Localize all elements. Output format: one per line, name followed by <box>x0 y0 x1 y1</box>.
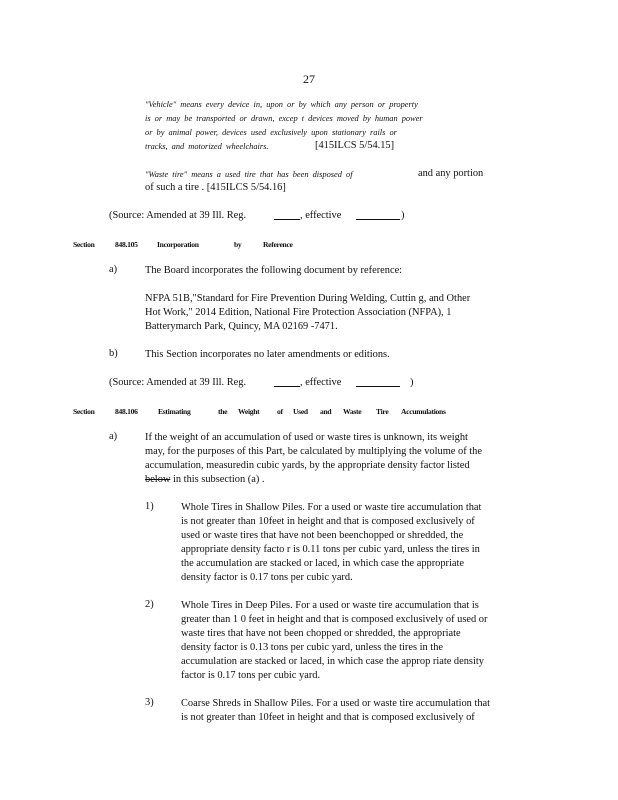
sub-1-line-3: used or waste tires that have not been beenchopped or shredded, the <box>181 530 464 541</box>
section-106-title-8: Tire <box>376 407 389 416</box>
item-106a-struck-word: below <box>145 474 171 485</box>
source-1-effective-blank <box>356 210 400 220</box>
vehicle-line-4: tracks, and motorized wheelchairs. <box>145 142 269 151</box>
source-1-prefix: (Source: Amended at 39 Ill. Reg. <box>109 210 247 221</box>
nfpa-line-2: Hot Work," 2014 Edition, National Fire Protection Association (NFPA), 1 <box>145 307 452 318</box>
section-105-title-1: Incorporation <box>157 240 199 249</box>
sub-1-line-6: density factor is 0.17 tons per cubic yard. <box>181 572 353 583</box>
vehicle-line-3: or by animal power, devices used exclusively upon stationary rails or <box>145 128 397 137</box>
sub-1-line-5: the accumulation are stacked or laced, in which case the appropriate <box>181 558 465 569</box>
sub-2-line-2: greater than 1 0 feet in height and that is composed exclusively of used or <box>181 614 488 625</box>
section-106-title-7: Waste <box>343 407 362 416</box>
nfpa-line-1: NFPA 51B,"Standard for Fire Prevention During Welding, Cuttin g, and Other <box>145 293 471 304</box>
source-1-reg-blank <box>274 210 300 220</box>
sub-2-line-6: factor is 0.17 tons per cubic yard. <box>181 670 321 681</box>
section-106-title-4: of <box>277 407 283 416</box>
sub-1-line-2: is not greater than 10feet in height and that is composed exclusively of <box>181 516 475 527</box>
section-106-heading <box>0 407 618 419</box>
item-106a-label: a) <box>109 431 118 442</box>
sub-2-label: 2) <box>145 599 154 610</box>
item-105a-text: The Board incorporates the following document by reference: <box>145 265 403 276</box>
sub-1-line-4: appropriate density facto r is 0.11 tons per cubic yard, unless the tires in <box>181 544 480 555</box>
source-2-middle: , effective <box>300 377 342 388</box>
item-106a-line-4-rest: in this subsection (a) . <box>170 474 265 485</box>
section-106-word: Section <box>73 407 95 416</box>
vehicle-citation: [415ILCS 5/54.15] <box>315 140 395 151</box>
source-2-effective-blank <box>356 377 400 387</box>
source-1-middle: , effective <box>300 210 342 221</box>
section-105-number: 848.105 <box>115 240 138 249</box>
section-105-heading <box>0 240 618 252</box>
section-106-title-5: Used <box>293 407 308 416</box>
page-number: 27 <box>303 72 315 86</box>
section-105-title-3: Reference <box>263 240 293 249</box>
section-106-title-9: Accumulations <box>401 407 446 416</box>
item-106a-line-4 <box>145 473 265 487</box>
source-2-prefix: (Source: Amended at 39 Ill. Reg. <box>109 377 247 388</box>
section-106-title-1: Estimating <box>158 407 191 416</box>
sub-3-line-2: is not greater than 10feet in height and that is composed exclusively of <box>181 712 475 723</box>
item-106a-line-2: may, for the purposes of this Part, be calculated by multiplying the volume of the <box>145 446 482 457</box>
sub-3-line-1: Coarse Shreds in Shallow Piles. For a used or waste tire accumulation that <box>181 698 491 709</box>
item-106a-line-1: If the weight of an accumulation of used or waste tires is unknown, its weight <box>145 432 468 443</box>
sub-2-line-5: accumulation are stacked or laced, in which case the approp riate density <box>181 656 484 667</box>
sub-1-label: 1) <box>145 501 154 512</box>
sub-1-line-1: Whole Tires in Shallow Piles. For a used or waste tire accumulation that <box>181 502 482 513</box>
section-106-title-3: Weight <box>238 407 260 416</box>
item-105a-label: a) <box>109 264 118 275</box>
section-105-title-2: by <box>234 240 242 249</box>
section-106-number: 848.106 <box>115 407 138 416</box>
sub-3-label: 3) <box>145 697 154 708</box>
item-106a-line-3: accumulation, measuredin cubic yards, by the appropriate density factor listed <box>145 460 470 471</box>
sub-2-line-4: density factor is 0.13 tons per cubic yard, unless the tires in the <box>181 642 444 653</box>
source-2-suffix: ) <box>410 377 414 388</box>
section-106-title-6: and <box>320 407 332 416</box>
sub-2-line-1: Whole Tires in Deep Piles. For a used or waste tire accumulation that is <box>181 600 479 611</box>
source-1-suffix: ) <box>401 210 405 221</box>
vehicle-line-1: "Vehicle" means every device in, upon or by which any person or property <box>145 100 418 109</box>
waste-tire-line-1-regular: and any portion <box>418 168 484 179</box>
nfpa-line-3: Batterymarch Park, Quincy, MA 02169 -7471. <box>145 321 338 332</box>
waste-tire-line-1-italic: "Waste tire" means a used tire that has been disposed of <box>145 170 353 179</box>
item-105b-text: This Section incorporates no later amendments or editions. <box>145 349 390 360</box>
sub-2-line-3: waste tires that have not been chopped or shredded, the appropriate <box>181 628 461 639</box>
item-105b-label: b) <box>109 348 118 359</box>
waste-tire-line-2: of such a tire . [415ILCS 5/54.16] <box>145 182 286 193</box>
section-106-title-2: the <box>218 407 228 416</box>
source-2-reg-blank <box>274 377 300 387</box>
section-105-word: Section <box>73 240 95 249</box>
vehicle-line-2: is or may be transported or drawn, excep t devices moved by human power <box>145 114 423 123</box>
